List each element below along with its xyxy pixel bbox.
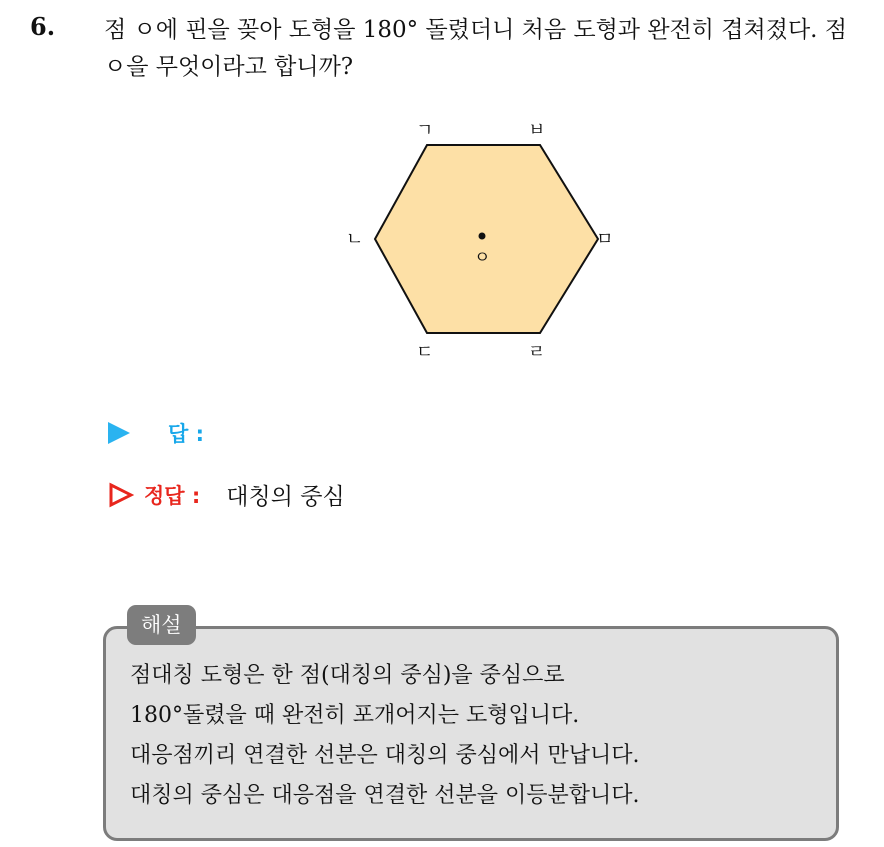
explanation-text <box>130 656 830 816</box>
explanation-line: 180°돌렸을 때 완전히 포개어지는 도형입니다. <box>130 703 580 728</box>
explanation-line: 대칭의 중심은 대응점을 연결한 선분을 이등분합니다. <box>130 783 640 808</box>
explanation-line: 점대칭 도형은 한 점(대칭의 중심)을 중심으로 <box>130 663 565 688</box>
question-number: 6. <box>30 12 56 41</box>
answer-label: 답 : <box>168 422 204 446</box>
correct-answer-row <box>108 478 345 511</box>
center-point <box>479 233 486 240</box>
vertex-label-bottom-right: ㄹ <box>528 342 546 363</box>
explanation-tab: 해설 <box>127 605 196 645</box>
vertex-label-right: ㅁ <box>596 229 614 250</box>
vertex-label-left: ㄴ <box>346 229 364 250</box>
hexagon-figure <box>330 112 630 372</box>
explanation-line: 대응점끼리 연결한 선분은 대칭의 중심에서 만납니다. <box>130 743 640 768</box>
correct-answer-label: 정답 : <box>144 483 201 508</box>
correct-answer-value: 대칭의 중심 <box>226 484 345 510</box>
question-text: 점 ㅇ에 핀을 꽂아 도형을 180° 돌렸더니 처음 도형과 완전히 겹쳐졌다. 점 ㅇ을 무엇이라고 합니까? <box>104 17 848 80</box>
answer-row <box>108 418 204 448</box>
play-triangle-icon <box>108 422 130 444</box>
center-label: ㅇ <box>474 248 491 268</box>
vertex-label-top-right: ㅂ <box>528 120 546 141</box>
vertex-label-top-left: ㄱ <box>416 120 434 141</box>
hexagon-shape <box>375 145 598 333</box>
vertex-label-bottom-left: ㄷ <box>416 342 434 363</box>
outline-triangle-icon <box>108 482 134 508</box>
